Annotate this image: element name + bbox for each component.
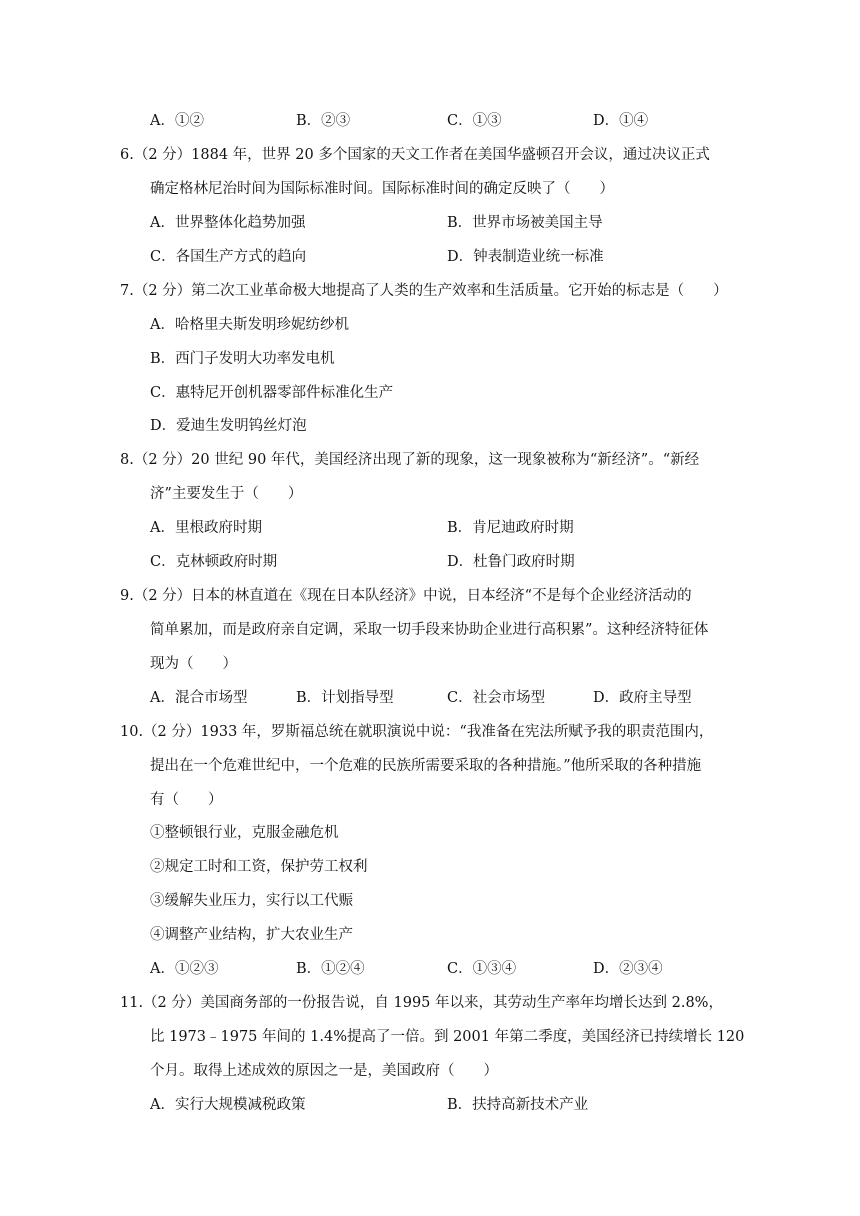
q6-option-d: D．钟表制造业统一标准 — [447, 249, 604, 265]
q5-option-a: A．①② — [150, 113, 204, 129]
q9-option-c: C．社会市场型 — [447, 690, 546, 706]
q6-option-c: C．各国生产方式的趋向 — [150, 249, 307, 265]
q10-stem-line-2: 提出在一个危难世纪中，一个危难的民族所需要采取的各种措施。”他所采取的各种措施 — [150, 758, 702, 774]
q7-stem-line-1: 7.（2 分）第二次工业革命极大地提高了人类的生产效率和生活质量。它开始的标志是（ ） — [120, 283, 728, 299]
q6-stem-line-1: 6.（2 分）1884 年，世界 20 多个国家的天文工作者在美国华盛顿召开会议，通过决议正式 — [120, 147, 710, 163]
q10-item-2: ②规定工时和工资，保护劳工权利 — [150, 859, 368, 875]
q8-option-b: B．肯尼迪政府时期 — [447, 520, 574, 536]
q5-option-c: C．①③ — [447, 113, 502, 129]
q9-stem-line-2: 简单累加，而是政府亲自定调，采取一切手段来协助企业进行高积累”。这种经济特征体 — [150, 622, 709, 638]
q9-stem-line-1: 9.（2 分）日本的林直道在《现在日本队经济》中说，日本经济“不是每个企业经济活动的 — [120, 588, 692, 604]
q9-stem-line-3: 现为（ ） — [150, 656, 237, 672]
q7-option-a: A．哈格里夫斯发明珍妮纺纱机 — [150, 317, 349, 333]
q9-option-a: A．混合市场型 — [150, 690, 248, 706]
q6-option-a: A．世界整体化趋势加强 — [150, 215, 306, 231]
q11-stem-line-2: 比 1973﹣1975 年间的 1.4%提高了一倍。到 2001 年第二季度，美国经济已持续增长 120 — [150, 1029, 745, 1045]
q10-option-a: A．①②③ — [150, 961, 219, 977]
q7-option-c: C．惠特尼开创机器零部件标准化生产 — [150, 385, 394, 401]
q10-item-4: ④调整产业结构，扩大农业生产 — [150, 927, 353, 943]
q7-option-d: D．爱迪生发明钨丝灯泡 — [150, 418, 307, 434]
q10-stem-line-3: 有（ ） — [150, 792, 223, 808]
q6-option-b: B．世界市场被美国主导 — [447, 215, 603, 231]
q10-item-1: ①整顿银行业，克服金融危机 — [150, 825, 339, 841]
q10-option-c: C．①③④ — [447, 961, 517, 977]
q8-stem-line-2: 济”主要发生于（ ） — [150, 486, 303, 502]
q11-option-a: A．实行大规模减税政策 — [150, 1097, 306, 1113]
q6-stem-line-2: 确定格林尼治时间为国际标准时间。国际标准时间的确定反映了（ ） — [150, 181, 614, 197]
q5-option-b: B．②③ — [296, 113, 351, 129]
q5-option-d: D．①④ — [593, 113, 649, 129]
q11-option-b: B．扶持高新技术产业 — [447, 1097, 589, 1113]
q8-option-c: C．克林顿政府时期 — [150, 554, 278, 570]
q11-stem-line-3: 个月。取得上述成效的原因之一是，美国政府（ ） — [150, 1063, 498, 1079]
q10-item-3: ③缓解失业压力，实行以工代赈 — [150, 893, 353, 909]
q10-option-b: B．①②④ — [296, 961, 365, 977]
q8-option-a: A．里根政府时期 — [150, 520, 262, 536]
q10-stem-line-1: 10.（2 分）1933 年，罗斯福总统在就职演说中说：“我准备在宪法所赋予我的职责范围内， — [120, 724, 714, 740]
q10-option-d: D．②③④ — [593, 961, 663, 977]
q8-stem-line-1: 8.（2 分）20 世纪 90 年代，美国经济出现了新的现象，这一现象被称为“新经济”。“新经 — [120, 452, 700, 468]
q8-option-d: D．杜鲁门政府时期 — [447, 554, 575, 570]
q9-option-d: D．政府主导型 — [593, 690, 692, 706]
q11-stem-line-1: 11.（2 分）美国商务部的一份报告说，自 1995 年以来，其劳动生产率年均增长达到 2.8%， — [120, 995, 723, 1011]
q7-option-b: B．西门子发明大功率发电机 — [150, 351, 335, 367]
q9-option-b: B．计划指导型 — [296, 690, 394, 706]
